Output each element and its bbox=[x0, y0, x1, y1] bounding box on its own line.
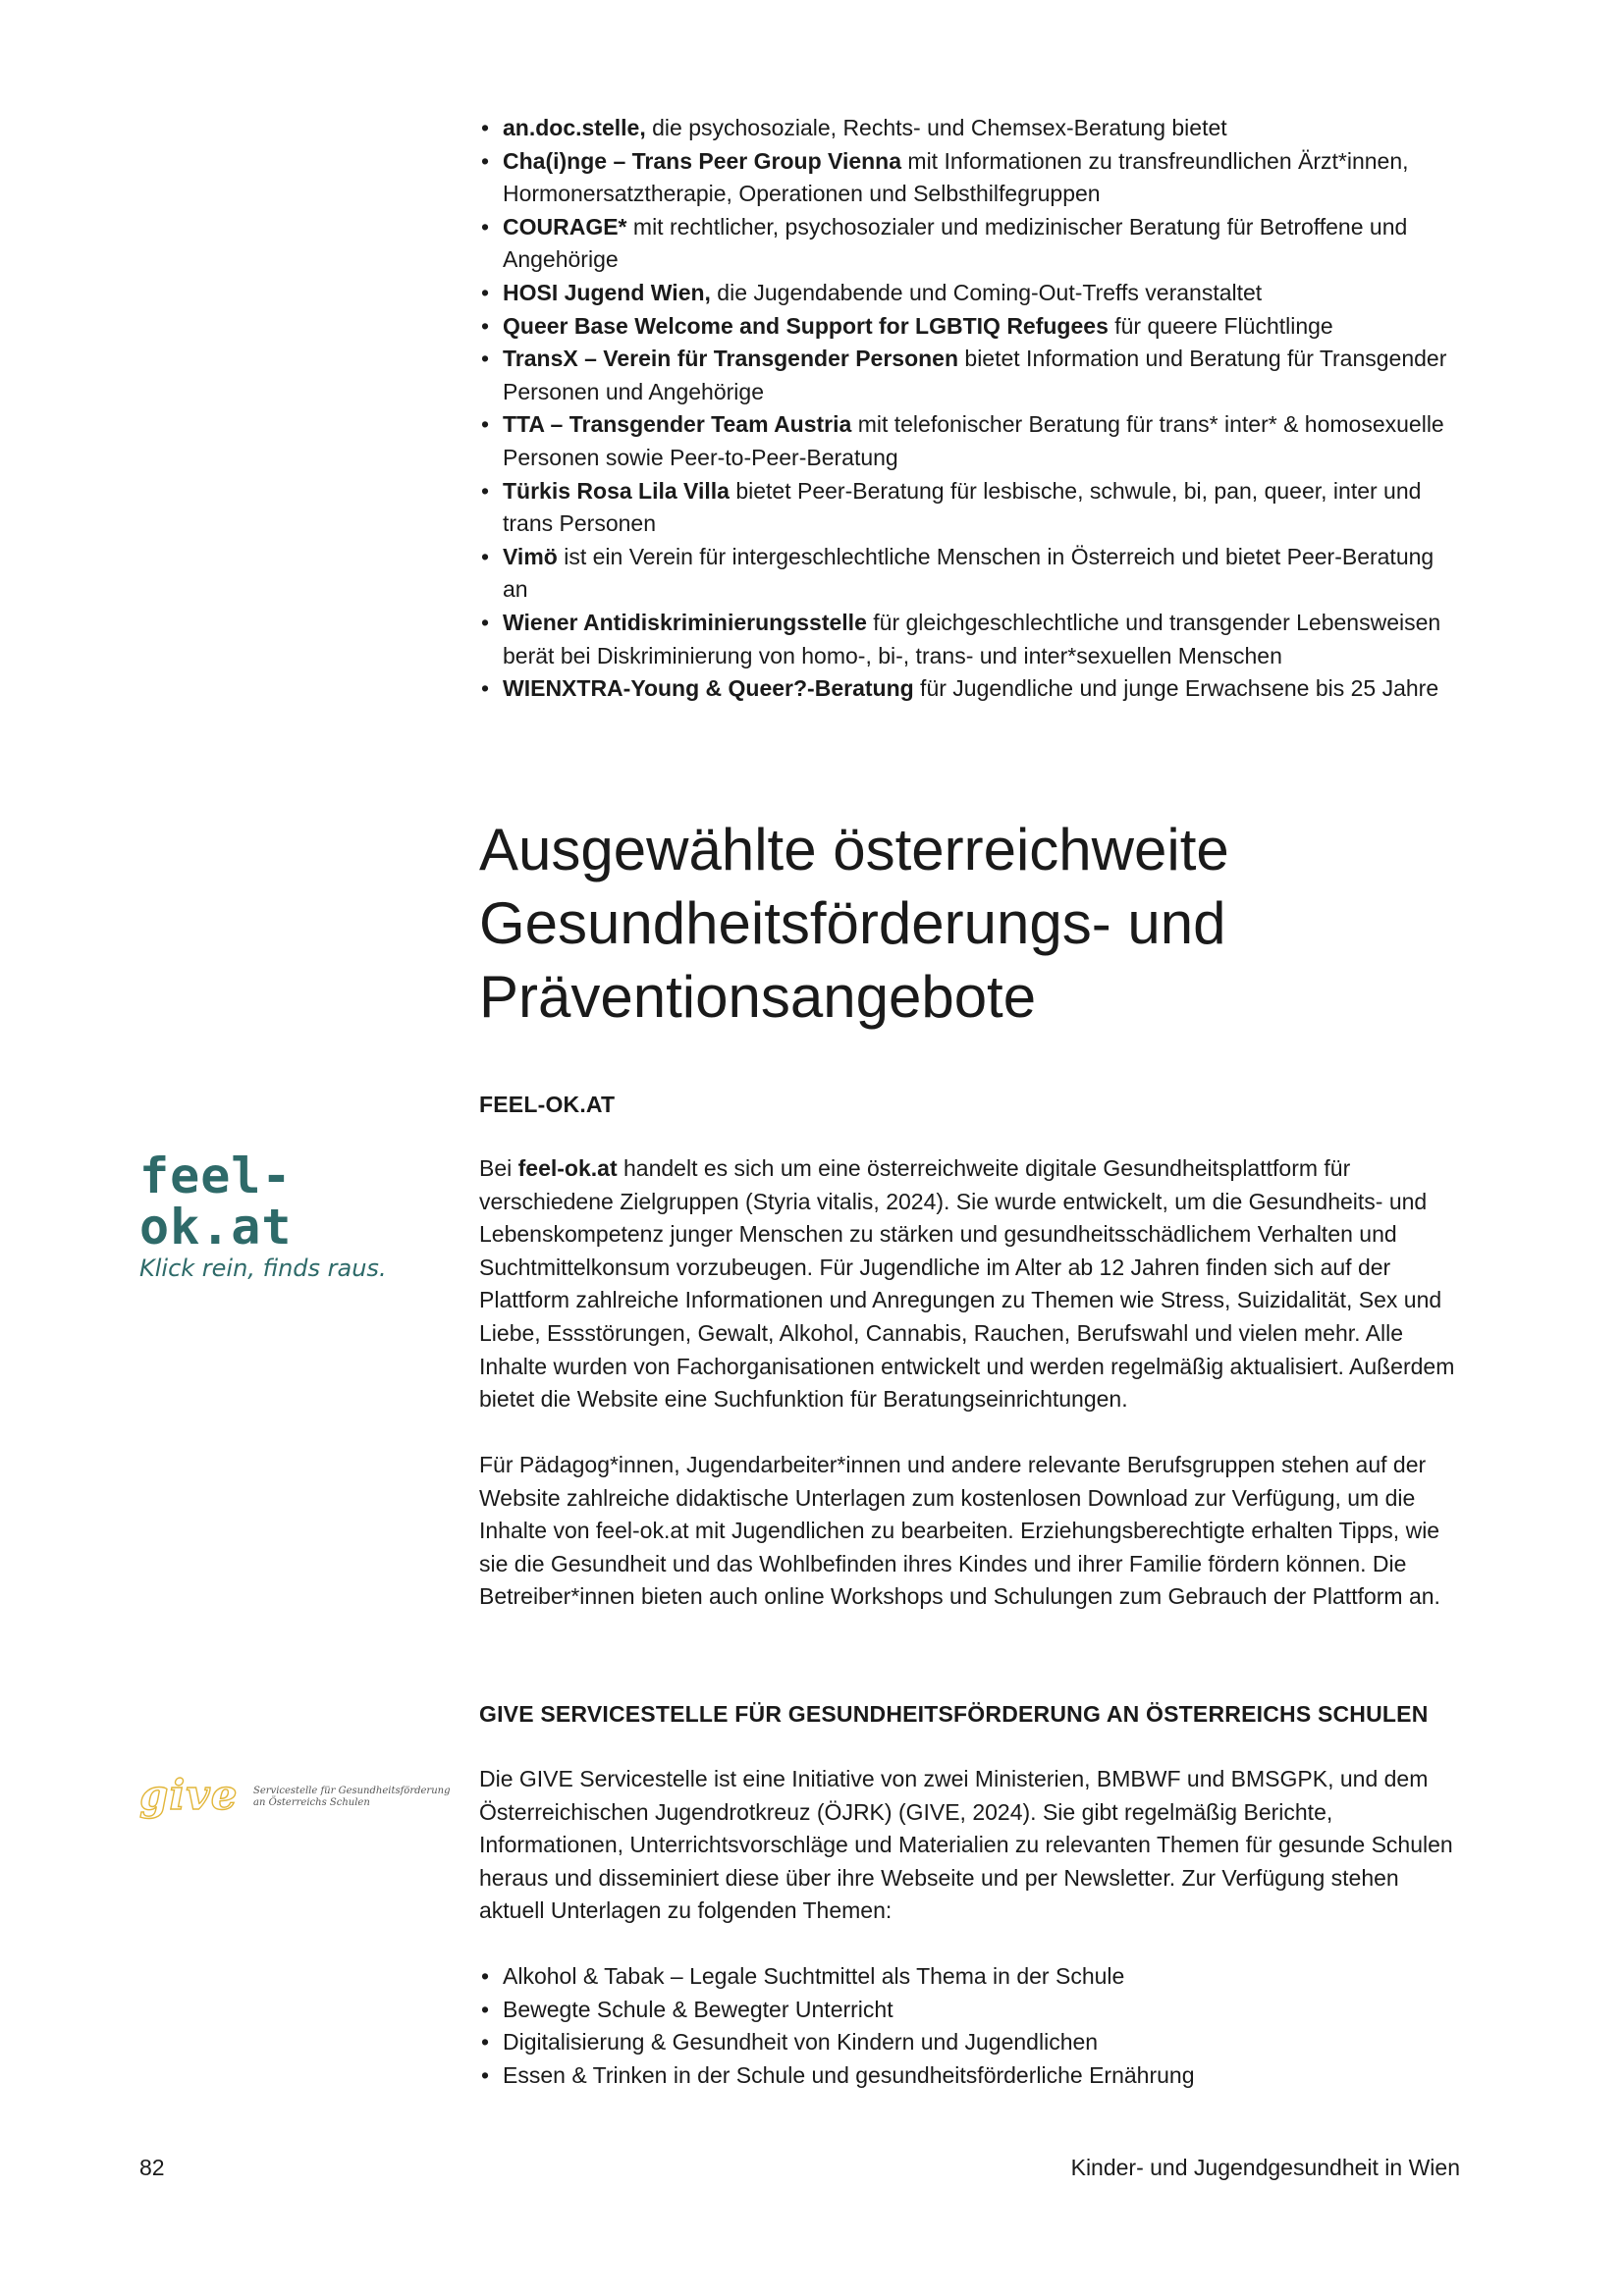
list-item: • Alkohol & Tabak – Legale Suchtmittel als Thema in der Schule bbox=[479, 1960, 1461, 1994]
list-item bbox=[479, 475, 1461, 541]
feel-ok-logo bbox=[139, 1148, 414, 1282]
org-name: Queer Base Welcome and Support for LGBTIQ Refugees bbox=[503, 312, 1109, 339]
section-heading: Ausgewählte österreichweite Gesundheitsförderungs- und Präventionsangebote bbox=[479, 817, 1229, 1030]
org-name: an.doc.stelle, bbox=[503, 115, 646, 140]
feel-ok-logo-slogan: Klick rein, finds raus. bbox=[139, 1255, 387, 1282]
org-description: mit telefonischer Beratung für trans* inter* & homosexuelle Personen sowie Peer-to-Peer-Beratung bbox=[503, 411, 1444, 470]
org-name: Vimö bbox=[503, 543, 558, 569]
list-item: • Digitalisierung & Gesundheit von Kindern und Jugendlichen bbox=[479, 2026, 1461, 2059]
page-number: 82 bbox=[139, 2155, 165, 2180]
list-item bbox=[479, 607, 1461, 672]
give-topic-list bbox=[479, 1960, 1461, 2092]
org-description: für Jugendliche und junge Erwachsene bis 25 Jahre bbox=[913, 675, 1439, 702]
list-item bbox=[479, 408, 1461, 474]
org-description: bietet Peer-Beratung für lesbische, schwule, bi, pan, queer, inter und trans Personen bbox=[503, 477, 1422, 537]
list-item bbox=[479, 211, 1461, 277]
give-logo bbox=[139, 1771, 454, 1819]
text-span: Bei bbox=[479, 1155, 518, 1181]
org-name: Cha(i)nge – Trans Peer Group Vienna bbox=[503, 147, 902, 174]
org-name: COURAGE* bbox=[503, 213, 627, 240]
feel-ok-paragraph-2: Für Pädagog*innen, Jugendarbeiter*innen und andere relevante Berufsgruppen stehen auf der Website zahlreiche didaktische Unterlagen zum kostenlosen Download zur Verfügung, um die Inhalte von feel-ok.at mit Jugendlichen zu bearbeiten. Erziehungsberechtigte erhalten Tipps, wie sie die Gesundheit und das Wohlbefinden ihres Kindes und ihrer Familie fördern können. Die Betreiber*innen bieten auch online Workshops und Schulungen zum Gebrauch der Plattform an. bbox=[479, 1452, 1440, 1610]
give-paragraph: Die GIVE Servicestelle ist eine Initiative von zwei Ministerien, BMBWF und BMSGPK, und dem Österreichischen Jugendrotkreuz (ÖJRK) (GIVE, 2024). Sie gibt regelmäßig Berichte, Informationen, Unterrichtsvorschläge und Materialien zu relevanten Themen für gesunde Schulen heraus und disseminiert diese über ihre Webseite und per Newsletter. Zur Verfügung stehen aktuell Unterlagen zu folgenden Themen: bbox=[479, 1766, 1453, 1924]
org-description: die Jugendabende und Coming-Out-Treffs veranstaltet bbox=[710, 279, 1263, 305]
feel-ok-heading: FEEL-OK.AT bbox=[479, 1092, 616, 1117]
feel-ok-bold-name: feel-ok.at bbox=[517, 1155, 618, 1181]
list-item bbox=[479, 145, 1461, 211]
org-name: TransX – Verein für Transgender Personen bbox=[503, 346, 959, 372]
list-item bbox=[479, 277, 1461, 310]
organisation-list bbox=[479, 112, 1461, 706]
list-item bbox=[479, 343, 1461, 408]
list-item bbox=[479, 310, 1461, 344]
org-description: ist ein Verein für intergeschlechtliche Menschen in Österreich und bietet Peer-Beratung an bbox=[503, 543, 1435, 603]
org-description: mit rechtlicher, psychosozialer und medizinischer Beratung für Betroffene und Angehörige bbox=[503, 213, 1408, 273]
list-item bbox=[479, 541, 1461, 607]
org-name: Türkis Rosa Lila Villa bbox=[503, 477, 730, 504]
org-name: HOSI Jugend Wien, bbox=[503, 279, 711, 305]
org-name: WIENXTRA-Young & Queer?-Beratung bbox=[503, 675, 914, 702]
org-description: die psychosoziale, Rechts- und Chemsex-Beratung bietet bbox=[645, 115, 1227, 140]
org-name: TTA – Transgender Team Austria bbox=[503, 411, 852, 438]
org-description: bietet Information und Beratung für Transgender Personen und Angehörige bbox=[503, 346, 1447, 404]
list-item bbox=[479, 112, 1461, 145]
give-logo-subtitle-line-2: an Österreichs Schulen bbox=[253, 1797, 370, 1808]
give-logo-subtitle-line-1: Servicestelle für Gesundheitsförderung bbox=[253, 1786, 451, 1796]
list-item: • Essen & Trinken in der Schule und gesundheitsförderliche Ernährung bbox=[479, 2059, 1461, 2093]
footer-document-title: Kinder- und Jugendgesundheit in Wien bbox=[1070, 2155, 1460, 2180]
feel-ok-logo-wordmark: feel-ok.at bbox=[139, 1148, 293, 1255]
give-logo-wordmark: give bbox=[139, 1771, 239, 1819]
org-description: für gleichgeschlechtliche und transgender Lebensweisen berät bei Diskriminierung von homo-, bi-, trans- und inter*sexuellen Menschen bbox=[503, 609, 1441, 668]
org-description: für queere Flüchtlinge bbox=[1108, 312, 1333, 339]
text-span: handelt es sich um eine österreichweite digitale Gesundheitsplattform für verschiedene Zielgruppen (Styria vitalis, 2024). Sie wurde entwickelt, um die Gesundheits- und Lebenskompetenz junger Menschen zu stärken und gesundheitsschädlichem Verhalten und Suchtmittelkonsum vorzubeugen. Für Jugendliche im Alter ab 12 Jahren finden sich auf der Plattform zahlreiche Informationen und Anregungen zu Themen wie Stress, Suizidalität, Sex und Liebe, Essstörungen, Gewalt, Alkohol, Cannabis, Rauchen, Berufswahl und vielen mehr. Alle Inhalte wurden von Fachorganisationen entwickelt und werden regelmäßig aktualisiert. Außerdem bietet die Website eine Suchfunktion für Beratungseinrichtungen. bbox=[479, 1155, 1455, 1413]
list-item: • Bewegte Schule & Bewegter Unterricht bbox=[479, 1994, 1461, 2027]
feel-ok-paragraph-1 bbox=[479, 1152, 1461, 1416]
give-heading: GIVE SERVICESTELLE FÜR GESUNDHEITSFÖRDERUNG AN ÖSTERREICHS SCHULEN bbox=[479, 1701, 1429, 1727]
org-description: mit Informationen zu transfreundlichen Ärzt*innen, Hormonersatztherapie, Operationen und Selbsthilfegruppen bbox=[503, 147, 1409, 207]
give-logo-subtitle bbox=[253, 1786, 451, 1809]
org-name: Wiener Antidiskriminierungsstelle bbox=[503, 609, 867, 635]
list-item bbox=[479, 672, 1461, 706]
